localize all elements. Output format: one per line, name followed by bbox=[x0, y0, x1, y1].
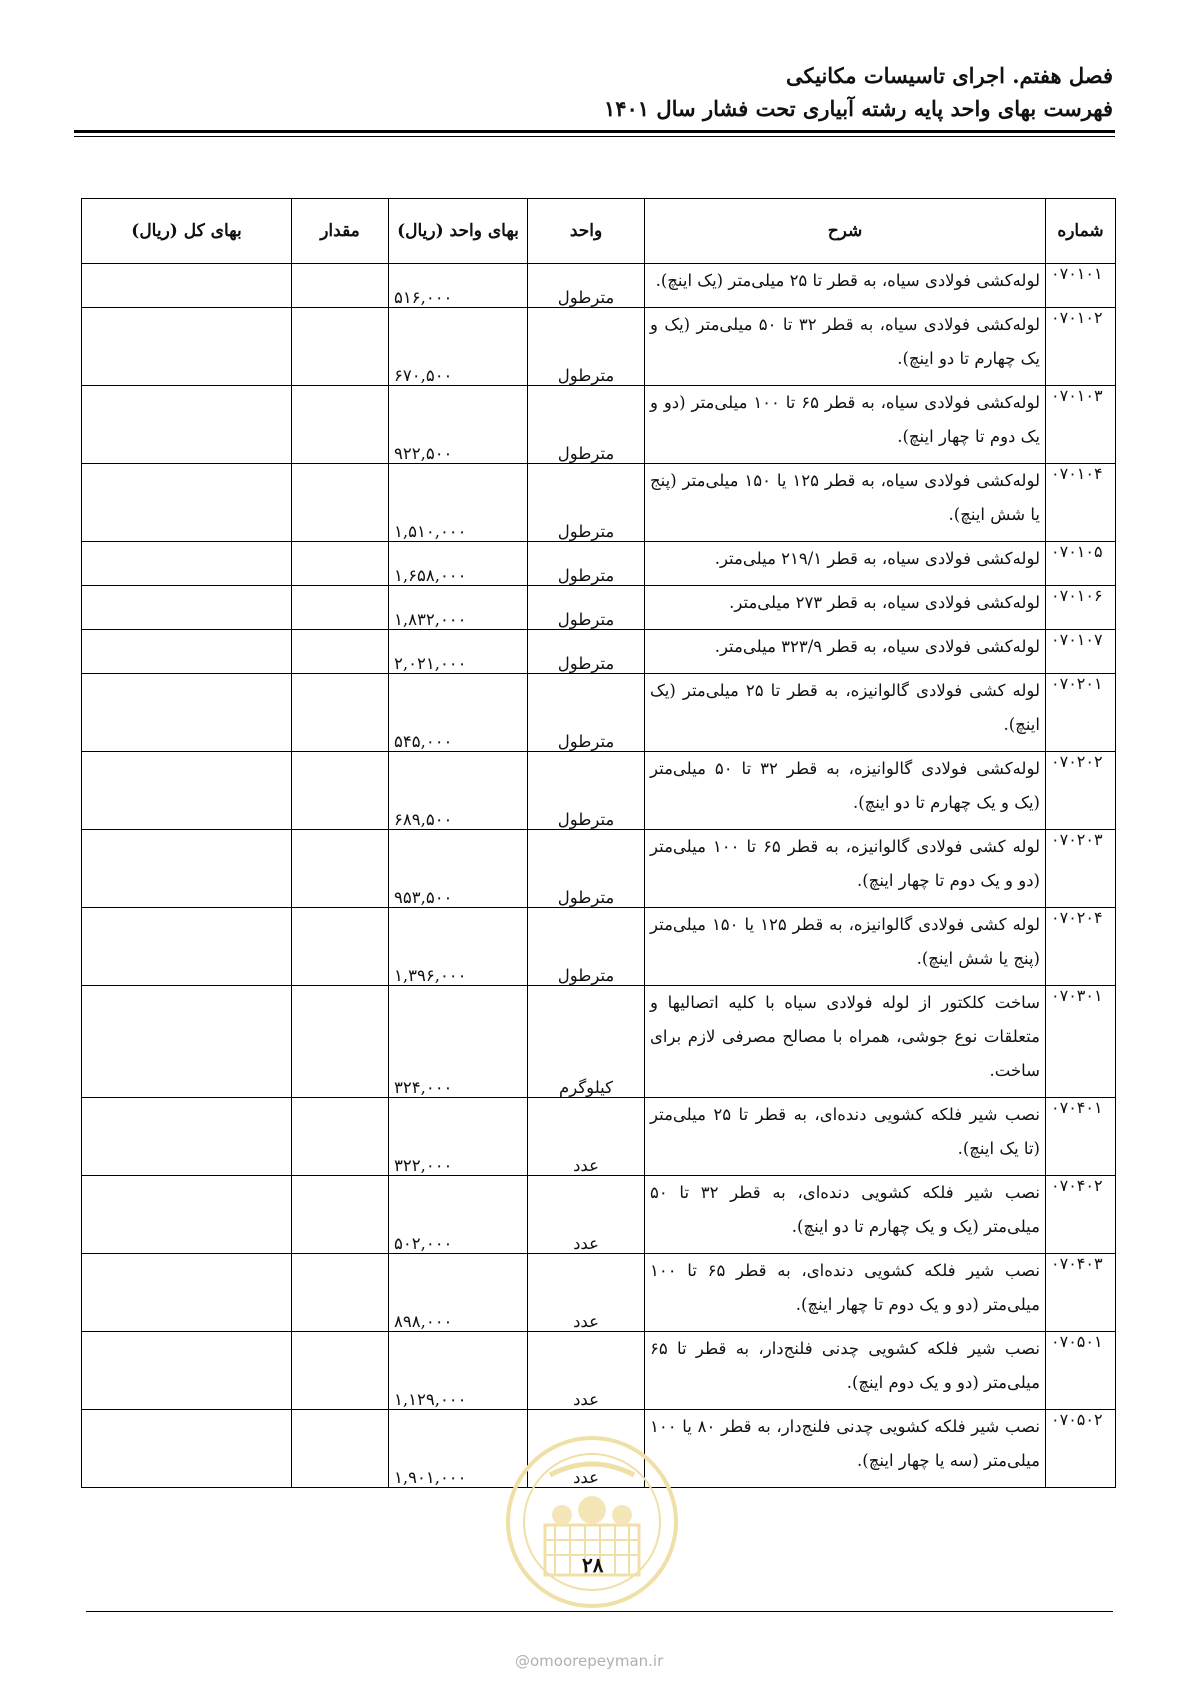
item-total bbox=[82, 1176, 292, 1254]
item-quantity bbox=[292, 264, 389, 308]
item-code: ۰۷۰۴۰۲ bbox=[1046, 1176, 1116, 1254]
table-row bbox=[82, 464, 1116, 542]
item-quantity bbox=[292, 1410, 389, 1488]
item-description: نصب شیر فلکه کشویی چدنی فلنج‌دار، به قطر ۸۰ یا ۱۰۰ میلی‌متر (سه یا چهار اینچ). bbox=[645, 1410, 1046, 1488]
item-code: ۰۷۰۵۰۱ bbox=[1046, 1332, 1116, 1410]
item-description: ساخت کلکتور از لوله فولادی سیاه با کلیه اتصالیها و متعلقات نوع جوشی، همراه با مصالح مصرفی لازم برای ساخت. bbox=[645, 986, 1046, 1098]
table-row bbox=[82, 1098, 1116, 1176]
price-table bbox=[81, 198, 1116, 1488]
item-total bbox=[82, 1254, 292, 1332]
table-row bbox=[82, 1254, 1116, 1332]
item-unit-price: ۶۷۰,۵۰۰ bbox=[389, 308, 528, 386]
item-quantity bbox=[292, 830, 389, 908]
item-quantity bbox=[292, 674, 389, 752]
item-unit: مترطول bbox=[528, 386, 645, 464]
item-unit-price: ۱,۹۰۱,۰۰۰ bbox=[389, 1410, 528, 1488]
item-unit: مترطول bbox=[528, 464, 645, 542]
item-quantity bbox=[292, 308, 389, 386]
item-code: ۰۷۰۱۰۲ bbox=[1046, 308, 1116, 386]
item-quantity bbox=[292, 752, 389, 830]
item-unit-price: ۳۲۲,۰۰۰ bbox=[389, 1098, 528, 1176]
item-quantity bbox=[292, 1176, 389, 1254]
item-description: نصب شیر فلکه کشویی دنده‌ای، به قطر ۳۲ تا ۵۰ میلی‌متر (یک و یک چهارم تا دو اینچ). bbox=[645, 1176, 1046, 1254]
item-total bbox=[82, 308, 292, 386]
col-header-quantity: مقدار bbox=[292, 199, 389, 264]
item-code: ۰۷۰۱۰۷ bbox=[1046, 630, 1116, 674]
item-unit-price: ۱,۳۹۶,۰۰۰ bbox=[389, 908, 528, 986]
item-quantity bbox=[292, 586, 389, 630]
table-row bbox=[82, 1332, 1116, 1410]
item-quantity bbox=[292, 908, 389, 986]
item-unit: مترطول bbox=[528, 308, 645, 386]
table-row bbox=[82, 630, 1116, 674]
item-unit: عدد bbox=[528, 1410, 645, 1488]
table-row bbox=[82, 986, 1116, 1098]
item-unit-price: ۳۲۴,۰۰۰ bbox=[389, 986, 528, 1098]
item-total bbox=[82, 674, 292, 752]
item-unit-price: ۸۹۸,۰۰۰ bbox=[389, 1254, 528, 1332]
item-unit-price: ۱,۸۳۲,۰۰۰ bbox=[389, 586, 528, 630]
item-unit: مترطول bbox=[528, 674, 645, 752]
item-total bbox=[82, 542, 292, 586]
item-description: نصب شیر فلکه کشویی چدنی فلنج‌دار، به قطر تا ۶۵ میلی‌متر (دو و یک دوم اینچ). bbox=[645, 1332, 1046, 1410]
table-row bbox=[82, 542, 1116, 586]
item-description: لوله کشی فولادی گالوانیزه، به قطر ۶۵ تا ۱۰۰ میلی‌متر (دو و یک دوم تا چهار اینچ). bbox=[645, 830, 1046, 908]
item-total bbox=[82, 1098, 292, 1176]
item-description: لوله‌کشی فولادی سیاه، به قطر ۳۲ تا ۵۰ میلی‌متر (یک و یک چهارم تا دو اینچ). bbox=[645, 308, 1046, 386]
chapter-title: فصل هفتم. اجرای تاسیسات مکانیکی bbox=[786, 63, 1113, 88]
item-code: ۰۷۰۱۰۱ bbox=[1046, 264, 1116, 308]
item-unit: مترطول bbox=[528, 542, 645, 586]
item-unit-price: ۱,۵۱۰,۰۰۰ bbox=[389, 464, 528, 542]
table-row bbox=[82, 1176, 1116, 1254]
item-quantity bbox=[292, 386, 389, 464]
table-header-row bbox=[82, 199, 1116, 264]
item-description: لوله‌کشی فولادی سیاه، به قطر ۶۵ تا ۱۰۰ میلی‌متر (دو و یک دوم تا چهار اینچ). bbox=[645, 386, 1046, 464]
table-row bbox=[82, 386, 1116, 464]
item-total bbox=[82, 630, 292, 674]
item-unit-price: ۱,۶۵۸,۰۰۰ bbox=[389, 542, 528, 586]
footer-rule bbox=[86, 1611, 1113, 1612]
page-header bbox=[70, 60, 1113, 126]
item-unit: مترطول bbox=[528, 830, 645, 908]
col-header-unit-price: بهای واحد (ریال) bbox=[389, 199, 528, 264]
item-code: ۰۷۰۲۰۴ bbox=[1046, 908, 1116, 986]
item-unit-price: ۹۵۳,۵۰۰ bbox=[389, 830, 528, 908]
item-code: ۰۷۰۱۰۵ bbox=[1046, 542, 1116, 586]
item-unit: مترطول bbox=[528, 630, 645, 674]
item-description: لوله‌کشی فولادی گالوانیزه، به قطر ۳۲ تا ۵۰ میلی‌متر (یک و یک چهارم تا دو اینچ). bbox=[645, 752, 1046, 830]
watermark-seal-icon bbox=[505, 1435, 680, 1610]
item-unit: عدد bbox=[528, 1332, 645, 1410]
table-row bbox=[82, 674, 1116, 752]
item-unit-price: ۶۸۹,۵۰۰ bbox=[389, 752, 528, 830]
page-number: ۲۸ bbox=[582, 1553, 604, 1577]
item-description: لوله‌کشی فولادی سیاه، به قطر ۱۲۵ یا ۱۵۰ میلی‌متر (پنج یا شش اینچ). bbox=[645, 464, 1046, 542]
item-unit-price: ۵۰۲,۰۰۰ bbox=[389, 1176, 528, 1254]
item-total bbox=[82, 986, 292, 1098]
item-code: ۰۷۰۱۰۳ bbox=[1046, 386, 1116, 464]
item-unit: عدد bbox=[528, 1098, 645, 1176]
item-unit: مترطول bbox=[528, 586, 645, 630]
item-unit-price: ۵۱۶,۰۰۰ bbox=[389, 264, 528, 308]
item-total bbox=[82, 1410, 292, 1488]
item-description: لوله‌کشی فولادی سیاه، به قطر ۳۲۳/۹ میلی‌متر. bbox=[645, 630, 1046, 674]
item-code: ۰۷۰۲۰۱ bbox=[1046, 674, 1116, 752]
list-title: فهرست بهای واحد پایه رشته آبیاری تحت فشار سال ۱۴۰۱ bbox=[603, 96, 1113, 121]
header-rule-thin bbox=[74, 136, 1115, 137]
item-unit-price: ۹۲۲,۵۰۰ bbox=[389, 386, 528, 464]
item-total bbox=[82, 908, 292, 986]
item-unit-price: ۵۴۵,۰۰۰ bbox=[389, 674, 528, 752]
item-description: لوله کشی فولادی گالوانیزه، به قطر ۱۲۵ یا ۱۵۰ میلی‌متر (پنج یا شش اینچ). bbox=[645, 908, 1046, 986]
item-code: ۰۷۰۴۰۱ bbox=[1046, 1098, 1116, 1176]
col-header-total: بهای کل (ریال) bbox=[82, 199, 292, 264]
item-code: ۰۷۰۵۰۲ bbox=[1046, 1410, 1116, 1488]
header-rule-thick bbox=[74, 130, 1115, 133]
item-quantity bbox=[292, 542, 389, 586]
col-header-description: شرح bbox=[645, 199, 1046, 264]
item-total bbox=[82, 1332, 292, 1410]
item-description: نصب شیر فلکه کشویی دنده‌ای، به قطر تا ۲۵ میلی‌متر (تا یک اینچ). bbox=[645, 1098, 1046, 1176]
table-row bbox=[82, 308, 1116, 386]
item-code: ۰۷۰۱۰۴ bbox=[1046, 464, 1116, 542]
item-code: ۰۷۰۴۰۳ bbox=[1046, 1254, 1116, 1332]
item-total bbox=[82, 264, 292, 308]
item-code: ۰۷۰۲۰۳ bbox=[1046, 830, 1116, 908]
item-unit: مترطول bbox=[528, 908, 645, 986]
item-unit: مترطول bbox=[528, 752, 645, 830]
item-total bbox=[82, 386, 292, 464]
item-quantity bbox=[292, 1332, 389, 1410]
item-unit-price: ۱,۱۲۹,۰۰۰ bbox=[389, 1332, 528, 1410]
item-description: نصب شیر فلکه کشویی دنده‌ای، به قطر ۶۵ تا ۱۰۰ میلی‌متر (دو و یک دوم تا چهار اینچ). bbox=[645, 1254, 1046, 1332]
item-unit: مترطول bbox=[528, 264, 645, 308]
item-code: ۰۷۰۳۰۱ bbox=[1046, 986, 1116, 1098]
item-unit: عدد bbox=[528, 1254, 645, 1332]
item-description: لوله کشی فولادی گالوانیزه، به قطر تا ۲۵ میلی‌متر (یک اینچ). bbox=[645, 674, 1046, 752]
site-watermark: @omoorepeyman.ir bbox=[515, 1652, 664, 1670]
item-description: لوله‌کشی فولادی سیاه، به قطر ۲۱۹/۱ میلی‌متر. bbox=[645, 542, 1046, 586]
table-row bbox=[82, 264, 1116, 308]
item-unit: عدد bbox=[528, 1176, 645, 1254]
table-row bbox=[82, 586, 1116, 630]
item-total bbox=[82, 464, 292, 542]
item-description: لوله‌کشی فولادی سیاه، به قطر تا ۲۵ میلی‌متر (یک اینچ). bbox=[645, 264, 1046, 308]
table-row bbox=[82, 908, 1116, 986]
item-total bbox=[82, 830, 292, 908]
item-description: لوله‌کشی فولادی سیاه، به قطر ۲۷۳ میلی‌متر. bbox=[645, 586, 1046, 630]
col-header-code: شماره bbox=[1046, 199, 1116, 264]
item-total bbox=[82, 752, 292, 830]
table-row bbox=[82, 830, 1116, 908]
item-unit: کیلوگرم bbox=[528, 986, 645, 1098]
item-quantity bbox=[292, 1254, 389, 1332]
item-quantity bbox=[292, 1098, 389, 1176]
item-total bbox=[82, 586, 292, 630]
item-quantity bbox=[292, 986, 389, 1098]
item-quantity bbox=[292, 630, 389, 674]
item-code: ۰۷۰۲۰۲ bbox=[1046, 752, 1116, 830]
table-row bbox=[82, 752, 1116, 830]
item-code: ۰۷۰۱۰۶ bbox=[1046, 586, 1116, 630]
col-header-unit: واحد bbox=[528, 199, 645, 264]
item-unit-price: ۲,۰۲۱,۰۰۰ bbox=[389, 630, 528, 674]
item-quantity bbox=[292, 464, 389, 542]
